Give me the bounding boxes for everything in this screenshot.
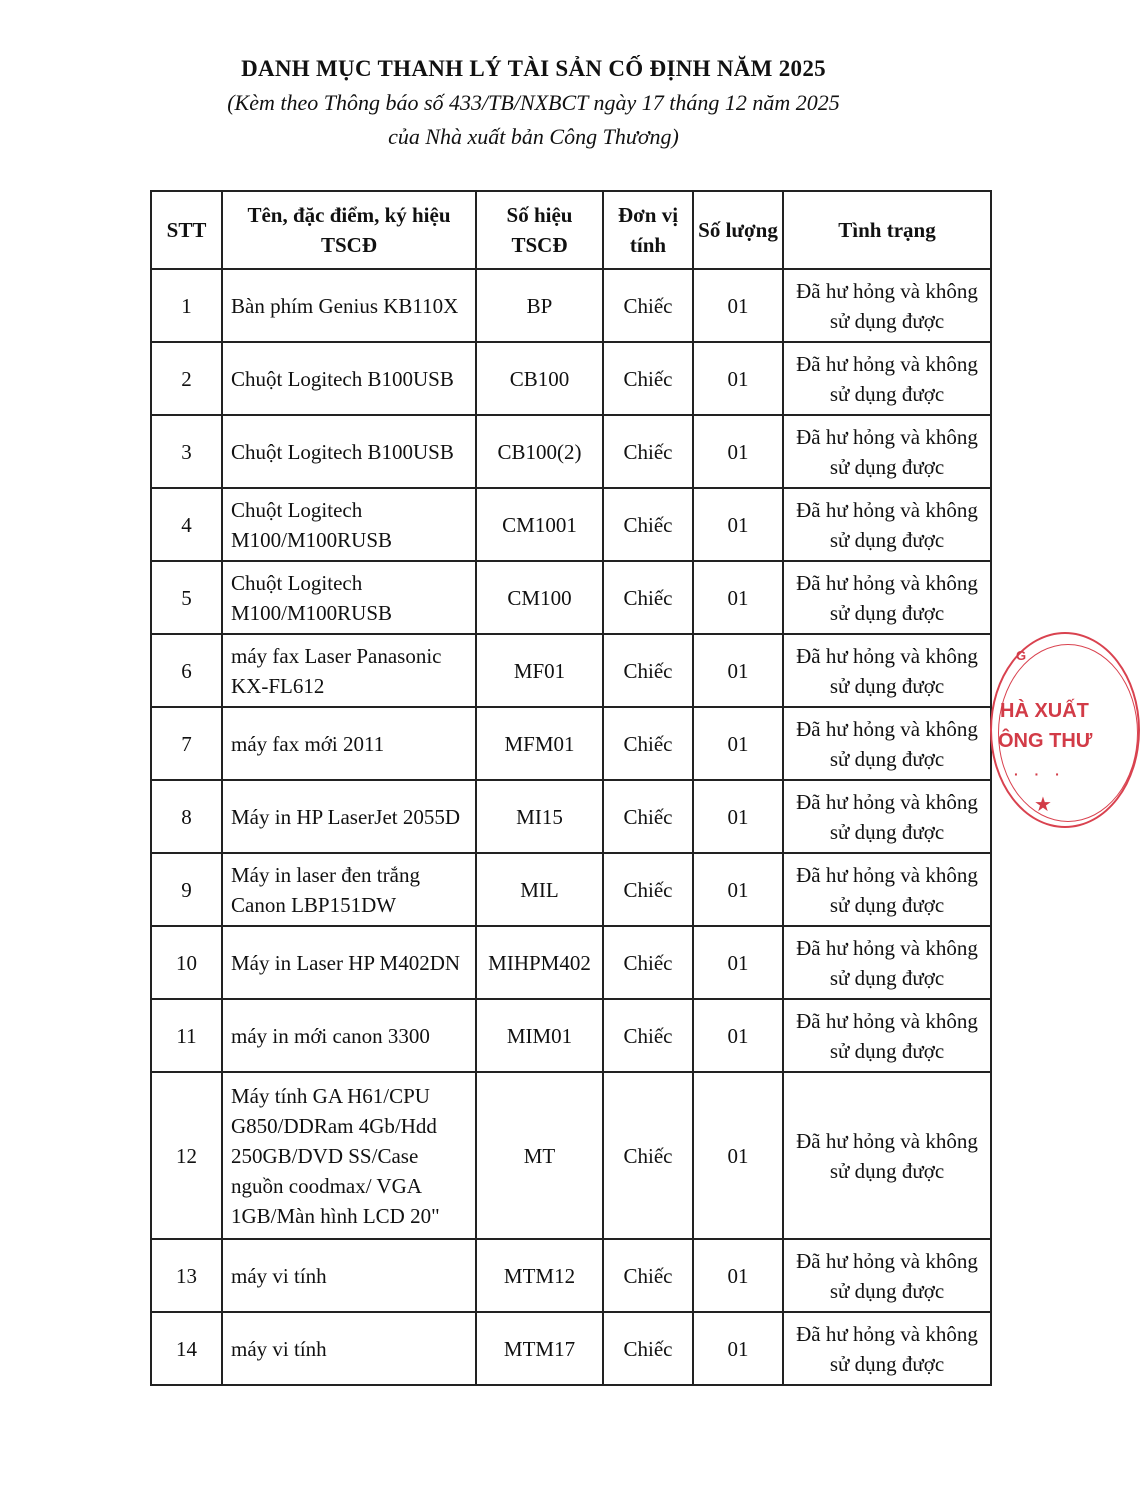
cell-status: Đã hư hỏng và không sử dụng được <box>783 707 991 780</box>
cell-unit: Chiếc <box>603 634 693 707</box>
cell-name: Chuột Logitech M100/M100RUSB <box>222 561 476 634</box>
seal-text-top: G <box>1016 648 1035 663</box>
cell-stt: 13 <box>151 1239 222 1312</box>
cell-qty: 01 <box>693 561 783 634</box>
seal-dots: · · · <box>1014 766 1066 782</box>
seal-star-icon: ★ <box>1034 794 1052 816</box>
cell-status: Đã hư hỏng và không sử dụng được <box>783 1239 991 1312</box>
seal-text-mid1: HÀ XUẤT <box>1000 700 1089 722</box>
cell-name: Chuột Logitech B100USB <box>222 415 476 488</box>
table-row <box>151 780 991 853</box>
cell-stt: 8 <box>151 780 222 853</box>
cell-name: Bàn phím Genius KB110X <box>222 269 476 342</box>
cell-code: MTM17 <box>476 1312 603 1385</box>
cell-qty: 01 <box>693 780 783 853</box>
cell-name: máy fax mới 2011 <box>222 707 476 780</box>
cell-code: CB100(2) <box>476 415 603 488</box>
cell-status: Đã hư hỏng và không sử dụng được <box>783 1312 991 1385</box>
table-row <box>151 269 991 342</box>
table-row <box>151 561 991 634</box>
table-row <box>151 1072 991 1239</box>
cell-code: MIHPM402 <box>476 926 603 999</box>
table-row <box>151 999 991 1072</box>
cell-code: CB100 <box>476 342 603 415</box>
table-row <box>151 707 991 780</box>
cell-name: máy fax Laser Panasonic KX-FL612 <box>222 634 476 707</box>
cell-name: máy in mới canon 3300 <box>222 999 476 1072</box>
cell-unit: Chiếc <box>603 999 693 1072</box>
table-row <box>151 853 991 926</box>
cell-qty: 01 <box>693 926 783 999</box>
cell-code: CM1001 <box>476 488 603 561</box>
cell-status: Đã hư hỏng và không sử dụng được <box>783 415 991 488</box>
cell-code: MTM12 <box>476 1239 603 1312</box>
cell-status: Đã hư hỏng và không sử dụng được <box>783 269 991 342</box>
cell-qty: 01 <box>693 1239 783 1312</box>
cell-qty: 01 <box>693 999 783 1072</box>
cell-name: Máy in laser đen trắng Canon LBP151DW <box>222 853 476 926</box>
cell-name: Máy tính GA H61/CPU G850/DDRam 4Gb/Hdd 250GB/DVD SS/Case nguồn coodmax/ VGA 1GB/Màn hình LCD 20" <box>222 1072 476 1239</box>
cell-status: Đã hư hỏng và không sử dụng được <box>783 1072 991 1239</box>
cell-unit: Chiếc <box>603 853 693 926</box>
cell-name: Chuột Logitech M100/M100RUSB <box>222 488 476 561</box>
cell-qty: 01 <box>693 488 783 561</box>
cell-unit: Chiếc <box>603 1312 693 1385</box>
cell-unit: Chiếc <box>603 342 693 415</box>
cell-qty: 01 <box>693 415 783 488</box>
cell-code: MI15 <box>476 780 603 853</box>
cell-status: Đã hư hỏng và không sử dụng được <box>783 926 991 999</box>
cell-stt: 12 <box>151 1072 222 1239</box>
table-row <box>151 488 991 561</box>
cell-status: Đã hư hỏng và không sử dụng được <box>783 561 991 634</box>
cell-qty: 01 <box>693 269 783 342</box>
cell-qty: 01 <box>693 853 783 926</box>
cell-stt: 14 <box>151 1312 222 1385</box>
cell-status: Đã hư hỏng và không sử dụng được <box>783 853 991 926</box>
cell-unit: Chiếc <box>603 415 693 488</box>
cell-name: máy vi tính <box>222 1239 476 1312</box>
header-stt: STT <box>151 191 222 269</box>
cell-unit: Chiếc <box>603 561 693 634</box>
cell-stt: 1 <box>151 269 222 342</box>
cell-qty: 01 <box>693 707 783 780</box>
cell-stt: 6 <box>151 634 222 707</box>
document-header <box>0 52 1067 154</box>
cell-stt: 4 <box>151 488 222 561</box>
official-seal <box>990 632 1140 828</box>
cell-stt: 3 <box>151 415 222 488</box>
header-status: Tình trạng <box>783 191 991 269</box>
cell-unit: Chiếc <box>603 926 693 999</box>
cell-status: Đã hư hỏng và không sử dụng được <box>783 488 991 561</box>
cell-unit: Chiếc <box>603 1239 693 1312</box>
cell-status: Đã hư hỏng và không sử dụng được <box>783 780 991 853</box>
cell-code: MF01 <box>476 634 603 707</box>
header-name: Tên, đặc điểm, ký hiệu TSCĐ <box>222 191 476 269</box>
cell-unit: Chiếc <box>603 488 693 561</box>
cell-stt: 10 <box>151 926 222 999</box>
cell-code: CM100 <box>476 561 603 634</box>
cell-name: Chuột Logitech B100USB <box>222 342 476 415</box>
table-body <box>151 269 991 1385</box>
cell-unit: Chiếc <box>603 707 693 780</box>
cell-stt: 9 <box>151 853 222 926</box>
cell-stt: 5 <box>151 561 222 634</box>
cell-code: BP <box>476 269 603 342</box>
asset-table <box>150 190 992 1386</box>
cell-unit: Chiếc <box>603 1072 693 1239</box>
table-row <box>151 415 991 488</box>
cell-name: máy vi tính <box>222 1312 476 1385</box>
table-row <box>151 634 991 707</box>
cell-unit: Chiếc <box>603 269 693 342</box>
cell-code: MIL <box>476 853 603 926</box>
cell-code: MIM01 <box>476 999 603 1072</box>
header-unit: Đơn vị tính <box>603 191 693 269</box>
header-qty: Số lượng <box>693 191 783 269</box>
table-row <box>151 1312 991 1385</box>
document-title: DANH MỤC THANH LÝ TÀI SẢN CỐ ĐỊNH NĂM 2025 <box>241 56 826 81</box>
document-subtitle-line1: (Kèm theo Thông báo số 433/TB/NXBCT ngày 17 tháng 12 năm 2025 <box>227 90 840 115</box>
seal-text-mid2: ÔNG THƯ <box>998 730 1093 752</box>
table-row <box>151 1239 991 1312</box>
cell-status: Đã hư hỏng và không sử dụng được <box>783 999 991 1072</box>
cell-qty: 01 <box>693 1072 783 1239</box>
cell-name: Máy in Laser HP M402DN <box>222 926 476 999</box>
table-header-row <box>151 191 991 269</box>
cell-code: MFM01 <box>476 707 603 780</box>
cell-stt: 7 <box>151 707 222 780</box>
cell-qty: 01 <box>693 634 783 707</box>
cell-qty: 01 <box>693 342 783 415</box>
cell-qty: 01 <box>693 1312 783 1385</box>
cell-code: MT <box>476 1072 603 1239</box>
cell-stt: 11 <box>151 999 222 1072</box>
document-subtitle-line2: của Nhà xuất bản Công Thương) <box>388 124 679 149</box>
table-row <box>151 342 991 415</box>
header-code: Số hiệu TSCĐ <box>476 191 603 269</box>
cell-stt: 2 <box>151 342 222 415</box>
cell-status: Đã hư hỏng và không sử dụng được <box>783 342 991 415</box>
table-row <box>151 926 991 999</box>
cell-status: Đã hư hỏng và không sử dụng được <box>783 634 991 707</box>
cell-unit: Chiếc <box>603 780 693 853</box>
cell-name: Máy in HP LaserJet 2055D <box>222 780 476 853</box>
